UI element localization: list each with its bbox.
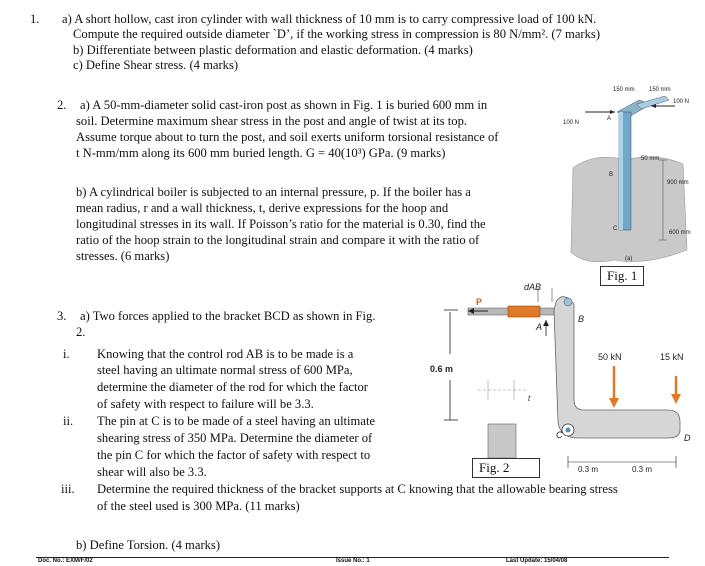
q3b-line: b) Define Torsion. (4 marks) [76,538,221,552]
q1-line-3: b) Differentiate between plastic deformation and elastic deformation. (4 marks) [73,43,473,57]
fig1-label-600mm: 600 mm [669,230,691,236]
fig1-label-100n-left: 100 N [563,120,580,126]
q3-i-number: i. [63,347,70,361]
rod-ab-collar [508,306,540,317]
q3-i-line-2: steel having an ultimate normal stress of 600 MPa, [97,363,353,377]
fig2-label-15kn: 15 kN [660,352,684,362]
footer-doc-no: Doc. No.: EXM/F/02 [38,558,93,564]
fig1-label-100n-right: 100 N [673,99,690,105]
q2b-line-4: ratio of the hoop strain to the longitudinal strain and compare it with the ratio of [76,233,480,247]
fig2-label-p: P [476,297,483,307]
q3-ii-number: ii. [63,414,74,428]
fig2-label-a: A [536,322,543,332]
fig2-label-03b: 0.3 m [632,465,653,474]
fig2-label-dab: dAB [524,282,542,292]
q2b-line-1: b) A cylindrical boiler is subjected to an internal pressure, p. If the boiler has a [76,185,471,199]
q3-i-line-4: of safety with respect to failure will be 3.3. [97,397,314,411]
fig2-label-03a: 0.3 m [578,465,599,474]
q3-iii-line-1: Determine the required thickness of the bracket supports at C knowing that the allowable bearing stress [97,482,618,496]
q3-intro-2: 2. [76,325,86,339]
q3-i-line-1: Knowing that the control rod AB is to be made is a [97,347,354,361]
fig2-label-t: t [528,394,531,403]
q1-line-2: Compute the required outside diameter `D’, if the working stress in compression is 80 N/mm². (7 marks) [73,27,601,41]
q2a-line-3: Assume torque about to turn the post, and soil exerts uniform torsional resistance of [76,130,499,144]
fig1-label-150a: 150 mm [613,87,635,93]
q2-number: 2. [57,98,67,112]
fig2-label-b: B [578,314,585,324]
q2a-line-2: soil. Determine maximum shear stress in the post and angle of twist at its top. [76,114,468,128]
q2a-line-1: a) A 50-mm-diameter solid cast-iron post as shown in Fig. 1 is buried 600 mm in [80,98,488,112]
fig2-label-50kn: 50 kN [598,352,622,362]
q1-line-4: c) Define Shear stress. (4 marks) [73,58,239,72]
top-bar-arm [637,96,669,109]
q2a-line-4: t N-mm/mm along its 600 mm buried length. G = 40(10³) GPa. (9 marks) [76,146,446,160]
q3-iii-line-2: of the steel used is 300 MPa. (11 marks) [97,499,300,513]
q3-ii-line-2: shearing stress of 350 MPa. Determine the diameter of [97,431,373,445]
fig2-label-c: C [556,430,563,440]
fig1-label-b: B [609,172,614,178]
fig1-label-150b: 150 mm [649,87,671,93]
fig2-label-d: D [684,433,691,443]
force-50kn-arrow [609,398,619,408]
fig2-caption: Fig. 2 [472,458,540,478]
q3-ii-line-1: The pin at C is to be made of a steel having an ultimate [97,414,376,428]
q2b-line-2: mean radius, r and a wall thickness, t, derive expressions for the hoop and [76,201,449,215]
fig2-label-height: 0.6 m [430,364,454,374]
q3-number: 3. [57,309,67,323]
fig1-label-900mm: 900 mm [667,180,689,186]
fig1-label-c: C [613,226,618,232]
figure-1 [555,87,695,270]
q3-iii-number: iii. [61,482,75,496]
footer-last-update: Last Update: 15/04/08 [506,558,568,564]
q1-line-1: a) A short hollow, cast iron cylinder with wall thickness of 10 mm is to carry compressive load of 100 kN. [62,12,597,26]
q1-number: 1. [30,12,40,26]
q3-ii-line-3: the pin C for which the factor of safety with respect to [97,448,371,462]
fig1-sublabel: (a) [625,256,633,262]
figure-2 [428,280,698,480]
q2b-line-3: longitudinal stresses in its wall. If Poisson’s ratio for the material is 0.30, find the [76,217,486,231]
support-c [488,424,516,458]
bracket-bcd [554,297,680,438]
q3-intro-1: a) Two forces applied to the bracket BCD as shown in Fig. [80,309,376,323]
q3-ii-line-4: shear will also be 3.3. [97,465,207,479]
fig1-label-50mm: 50 mm [641,156,660,162]
footer-issue: Issue No.: 1 [336,558,370,564]
fig1-label-a: A [607,116,612,122]
force-15kn-arrow [671,394,681,404]
q3-i-line-3: determine the diameter of the rod for which the factor [97,380,368,394]
fig1-caption: Fig. 1 [600,266,644,286]
q2b-line-5: stresses. (6 marks) [76,249,170,263]
